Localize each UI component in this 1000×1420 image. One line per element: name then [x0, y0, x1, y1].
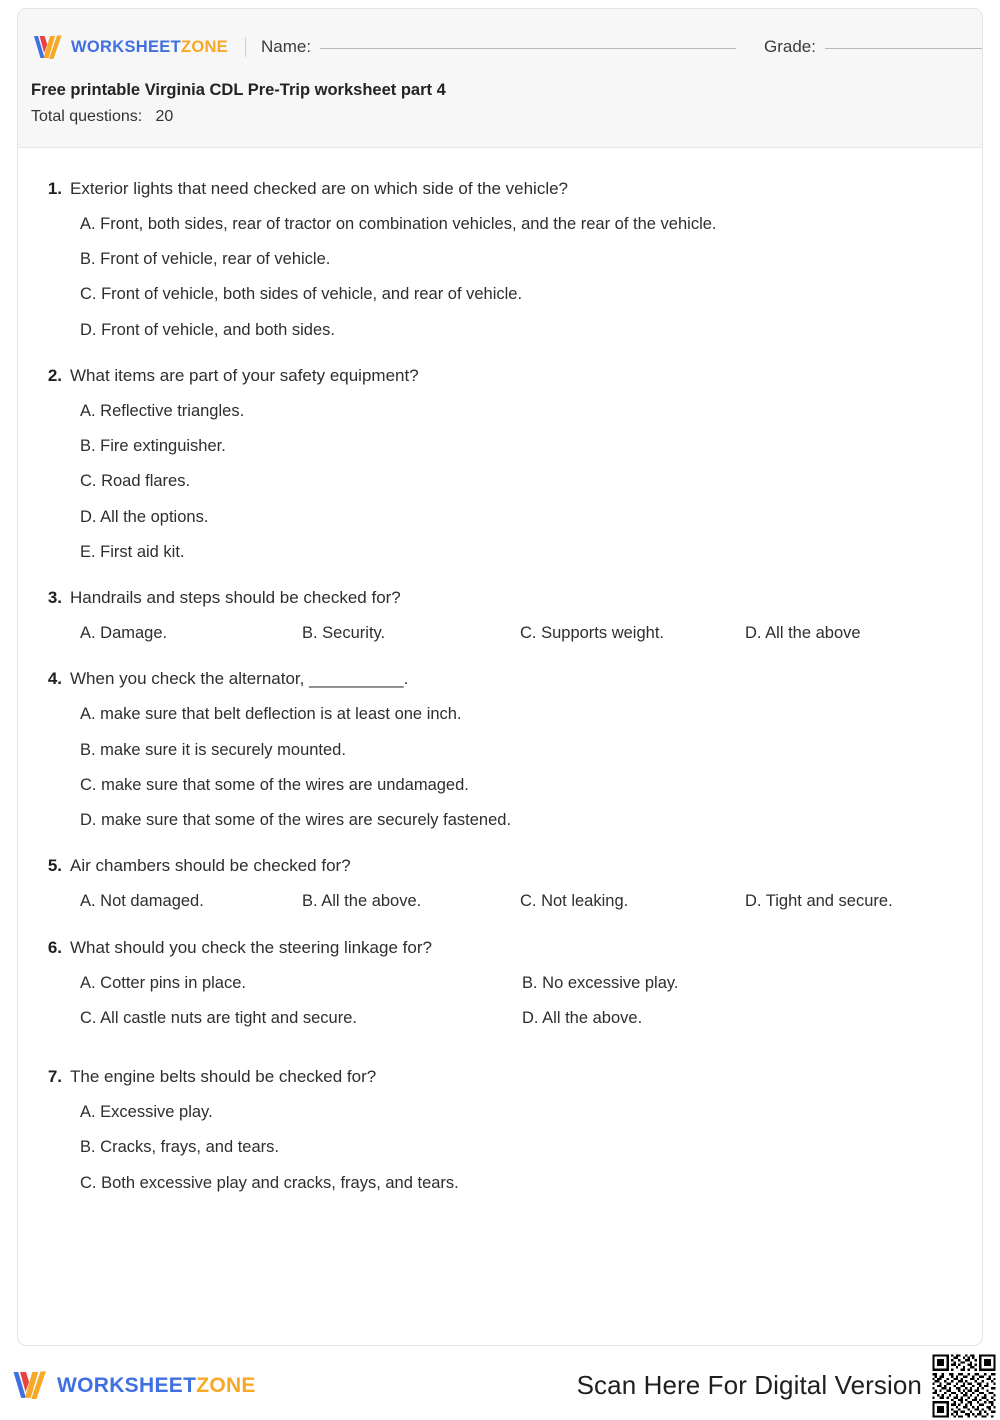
question-text: What items are part of your safety equipment? — [70, 366, 419, 385]
answer-options — [36, 213, 964, 341]
question-block — [18, 668, 982, 831]
question-block — [18, 365, 982, 563]
footer-brand-worksheet-text: WORKSHEET — [57, 1373, 197, 1397]
name-label: Name: — [261, 37, 312, 56]
name-input-line[interactable] — [320, 47, 736, 49]
question-block — [18, 178, 982, 341]
answer-options — [80, 622, 964, 644]
answer-option[interactable]: C. Not leaking. — [520, 892, 629, 911]
footer-brand-wordmark — [57, 1374, 256, 1398]
footer-brand-zone-text: ZONE — [196, 1373, 256, 1397]
footer-logo — [10, 1369, 256, 1402]
answer-option[interactable]: D. All the options. — [80, 507, 209, 526]
answer-option[interactable]: B. Security. — [302, 624, 386, 643]
worksheet-sheet — [17, 8, 983, 1346]
answer-option[interactable]: B. Fire extinguisher. — [80, 437, 226, 456]
answer-option[interactable]: C. All castle nuts are tight and secure. — [80, 1008, 357, 1027]
brand-worksheet-text: WORKSHEET — [71, 37, 181, 56]
question-heading — [36, 365, 964, 388]
answer-option[interactable]: B. make sure it is securely mounted. — [80, 740, 346, 759]
question-number: 2. — [47, 366, 62, 385]
question-text: What should you check the steering linkage for? — [70, 937, 432, 957]
question-text: Air chambers should be checked for? — [70, 856, 351, 876]
total-questions-label: Total questions: — [31, 107, 143, 125]
brand-wordmark — [71, 38, 228, 57]
answer-option[interactable]: D. All the above. — [522, 1008, 643, 1027]
question-heading — [36, 668, 964, 691]
grade-input-line[interactable] — [825, 47, 983, 49]
answer-option[interactable]: B. No excessive play. — [522, 973, 679, 992]
answer-option[interactable]: C. Both excessive play and cracks, frays, and tears. — [80, 1173, 459, 1192]
question-text: Exterior lights that need checked are on which side of the vehicle? — [70, 179, 569, 198]
question-heading — [36, 1066, 964, 1089]
answer-option[interactable]: C. Front of vehicle, both sides of vehicle, and rear of vehicle. — [80, 285, 523, 304]
title-block — [31, 81, 446, 126]
question-text: When you check the alternator, __________. — [70, 669, 409, 689]
worksheet-zone-logo-icon — [31, 34, 65, 61]
scan-prompt-text: Scan Here For Digital Version — [576, 1370, 922, 1400]
question-number: 5. — [47, 856, 62, 876]
answer-option[interactable]: B. Cracks, frays, and tears. — [80, 1138, 279, 1157]
grade-label: Grade: — [764, 37, 816, 56]
question-number: 4. — [47, 669, 62, 689]
question-number: 7. — [47, 1067, 62, 1087]
answer-option[interactable]: D. make sure that some of the wires are securely fastened. — [80, 811, 512, 830]
answer-option[interactable]: A. make sure that belt deflection is at least one inch. — [80, 705, 462, 724]
answer-option[interactable]: A. Excessive play. — [80, 1103, 213, 1122]
answer-option[interactable]: A. Reflective triangles. — [80, 401, 245, 420]
student-info-row — [31, 30, 968, 64]
answer-option[interactable]: B. Front of vehicle, rear of vehicle. — [80, 250, 331, 269]
answer-option[interactable]: D. Front of vehicle, and both sides. — [80, 320, 335, 339]
qr-code[interactable] — [930, 1352, 998, 1420]
answer-option[interactable]: A. Damage. — [80, 624, 168, 643]
total-questions-value: 20 — [155, 107, 174, 125]
answer-option[interactable]: C. Supports weight. — [520, 624, 664, 643]
answer-option[interactable]: C. make sure that some of the wires are undamaged. — [80, 775, 469, 794]
answer-option[interactable]: B. All the above. — [302, 892, 422, 911]
answer-options — [36, 703, 964, 831]
brand-zone-text: ZONE — [180, 37, 228, 56]
questions-list — [18, 148, 982, 1194]
header-divider — [245, 37, 246, 57]
worksheet-header — [18, 9, 982, 148]
question-heading — [36, 587, 964, 610]
worksheet-title: Free printable Virginia CDL Pre-Trip worksheet part 4 — [31, 81, 446, 99]
answer-option[interactable]: A. Front, both sides, rear of tractor on combination vehicles, and the rear of the vehicle. — [80, 214, 717, 233]
answer-option[interactable]: C. Road flares. — [80, 472, 191, 491]
question-number: 3. — [47, 588, 62, 608]
question-heading — [36, 855, 964, 878]
answer-options — [80, 890, 964, 912]
page-footer — [0, 1357, 1000, 1414]
worksheet-zone-logo-icon — [10, 1369, 50, 1402]
question-block — [18, 587, 982, 644]
answer-options — [80, 972, 964, 1043]
question-heading — [36, 937, 964, 960]
answer-option[interactable]: A. Not damaged. — [80, 892, 204, 911]
answer-options — [36, 400, 964, 563]
name-field[interactable] — [261, 37, 736, 57]
question-number: 1. — [47, 179, 62, 198]
answer-option[interactable]: E. First aid kit. — [80, 543, 185, 561]
grade-field[interactable] — [764, 37, 983, 57]
question-block — [18, 855, 982, 912]
answer-option[interactable]: D. All the above — [745, 624, 861, 643]
question-block — [18, 1066, 982, 1194]
answer-options — [36, 1101, 964, 1194]
total-questions-line — [31, 107, 446, 126]
question-text: The engine belts should be checked for? — [70, 1067, 377, 1087]
answer-option[interactable]: D. Tight and secure. — [745, 892, 893, 911]
answer-option[interactable]: A. Cotter pins in place. — [80, 973, 246, 992]
question-number: 6. — [47, 937, 62, 957]
question-text: Handrails and steps should be checked for? — [70, 588, 401, 608]
question-heading — [36, 178, 964, 201]
question-block — [18, 937, 982, 1042]
